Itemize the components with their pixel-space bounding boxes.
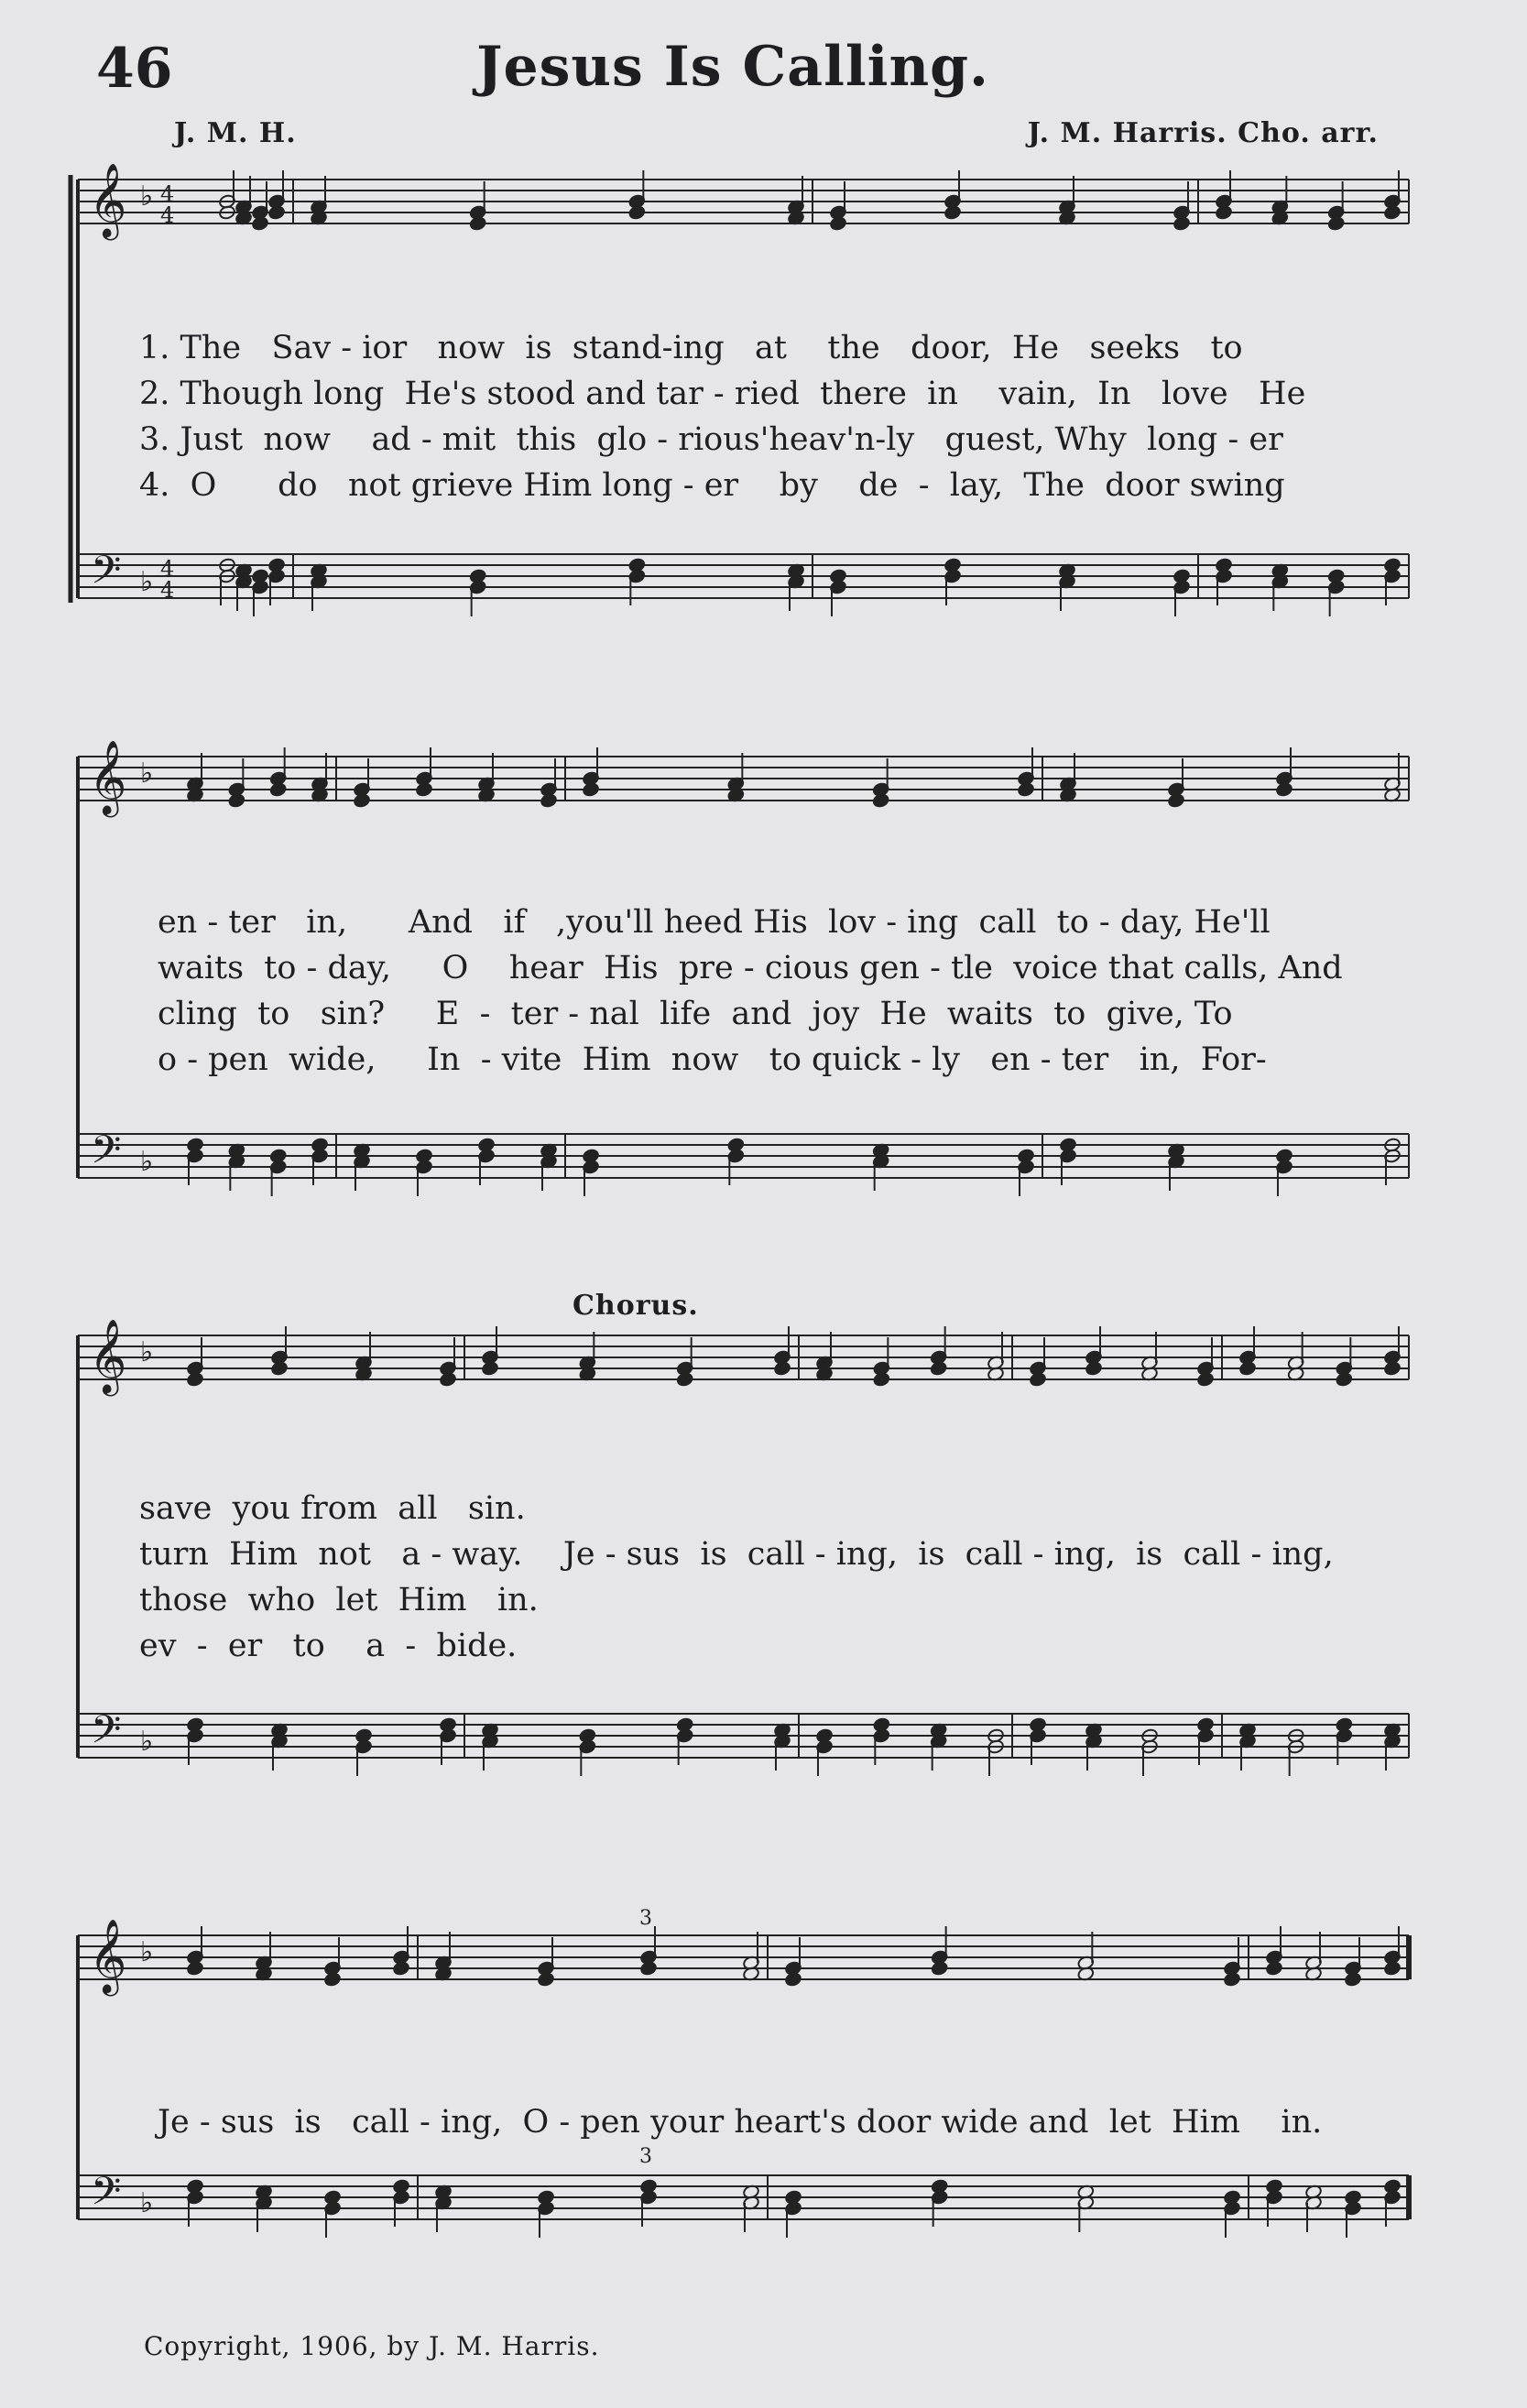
note-head xyxy=(439,1372,456,1388)
lyric-line: waits to - day, O hear His pre - cious gen - tle voice that calls, And xyxy=(158,950,1343,986)
lyric-line: those who let Him in. xyxy=(139,1582,539,1618)
triplet-mark: 3 xyxy=(639,1907,652,1930)
key-signature-flat: ♭ xyxy=(140,1726,154,1758)
lyric-line: save you from all sin. xyxy=(139,1490,526,1527)
note-head xyxy=(270,1361,288,1377)
note-head xyxy=(1238,1361,1256,1377)
treble-clef: 𝄞 xyxy=(89,1918,127,1993)
hymn-title: Jesus Is Calling. xyxy=(476,35,989,99)
composer-credit: J. M. Harris. Cho. arr. xyxy=(1027,117,1379,149)
note-head xyxy=(251,216,268,232)
note-head xyxy=(228,793,245,809)
note-head xyxy=(186,1372,203,1388)
note-head xyxy=(930,1361,947,1377)
lyric-line: en - ter in, And if ,you'll heed His lov - ing call to - day, He'll xyxy=(158,904,1271,941)
note-head xyxy=(943,205,961,221)
lyric-line: turn Him not a - way. Je - sus is call - ing, is call - ing, is call - ing, xyxy=(139,1536,1334,1573)
note-head xyxy=(1223,1972,1240,1988)
note-head xyxy=(1196,1372,1214,1388)
note-head xyxy=(773,1361,791,1377)
lyric-line: 2. Though long He's stood and tar - ried there in vain, In love He xyxy=(139,376,1306,412)
note-head xyxy=(582,782,599,798)
note-head xyxy=(540,793,557,809)
lyric-line: 1. The Sav - ior now is stand-ing at the door, He seeks to xyxy=(139,330,1243,366)
key-signature-flat: ♭ xyxy=(140,2187,154,2219)
page-number: 46 xyxy=(96,37,173,101)
time-signature: 4 xyxy=(160,577,175,603)
note-head xyxy=(1029,1372,1046,1388)
triplet-mark: 3 xyxy=(639,2145,652,2168)
note-head xyxy=(1383,205,1401,221)
note-head xyxy=(481,1361,498,1377)
bass-clef: 𝄢 xyxy=(91,1128,122,1182)
note-head xyxy=(537,1972,554,1988)
lyric-line: ev - er to a - bide. xyxy=(139,1628,518,1664)
note-head xyxy=(415,782,432,798)
bass-clef: 𝄢 xyxy=(91,548,122,603)
key-signature-flat: ♭ xyxy=(140,1336,154,1368)
chorus-label: Chorus. xyxy=(573,1290,699,1322)
note-head xyxy=(1383,1961,1401,1977)
time-signature: 4 xyxy=(160,181,175,207)
note-head xyxy=(1167,793,1184,809)
note-head xyxy=(1215,205,1232,221)
time-signature: 4 xyxy=(160,202,175,228)
key-signature-flat: ♭ xyxy=(140,1146,154,1178)
lyricist-credit: J. M. H. xyxy=(174,117,297,149)
note-head xyxy=(676,1372,693,1388)
note-head xyxy=(392,1961,409,1977)
note-head xyxy=(1275,782,1292,798)
bass-staff xyxy=(78,2175,1409,2219)
note-head xyxy=(267,205,285,221)
time-signature: 4 xyxy=(160,556,175,582)
note-head xyxy=(872,793,889,809)
note-head xyxy=(628,205,646,221)
key-signature-flat: ♭ xyxy=(140,757,154,790)
note-head xyxy=(1265,1961,1282,1977)
key-signature-flat: ♭ xyxy=(140,180,154,212)
key-signature-flat: ♭ xyxy=(140,566,154,598)
note-head xyxy=(469,216,486,232)
lyric-line: o - pen wide, In - vite Him now to quick - ly en - ter in, For- xyxy=(158,1041,1267,1078)
note-head xyxy=(829,216,846,232)
key-signature-flat: ♭ xyxy=(140,1936,154,1968)
note-head xyxy=(269,782,287,798)
copyright-notice: Copyright, 1906, by J. M. Harris. xyxy=(144,2331,600,2361)
note-head xyxy=(1336,1372,1353,1388)
note-head xyxy=(1173,216,1190,232)
note-head xyxy=(353,793,370,809)
note-head xyxy=(931,1961,948,1977)
note-head xyxy=(639,1961,657,1977)
lyric-line: 3. Just now ad - mit this glo - rious'heav'n-ly guest, Why long - er xyxy=(139,421,1283,458)
bass-clef: 𝄢 xyxy=(91,1707,122,1762)
note-head xyxy=(1344,1972,1361,1988)
treble-clef: 𝄞 xyxy=(89,739,127,814)
note-head xyxy=(186,1961,203,1977)
lyric-line: 4. O do not grieve Him long - er by de - lay, The door swing xyxy=(139,467,1285,504)
treble-clef: 𝄞 xyxy=(89,162,127,237)
bass-clef: 𝄢 xyxy=(91,2169,122,2224)
note-head xyxy=(1017,782,1034,798)
treble-clef: 𝄞 xyxy=(89,1318,127,1393)
note-head xyxy=(323,1972,341,1988)
note-head xyxy=(1327,216,1345,232)
note-head xyxy=(1383,1361,1401,1377)
lyric-line: Je - sus is call - ing, O - pen your heart's door wide and let Him in. xyxy=(158,2104,1323,2141)
note-head xyxy=(873,1372,890,1388)
note-head xyxy=(784,1972,802,1988)
treble-staff xyxy=(78,1935,1409,1979)
note-head xyxy=(1085,1361,1102,1377)
lyric-line: cling to sin? E - ter - nal life and joy He waits to give, To xyxy=(158,996,1233,1032)
